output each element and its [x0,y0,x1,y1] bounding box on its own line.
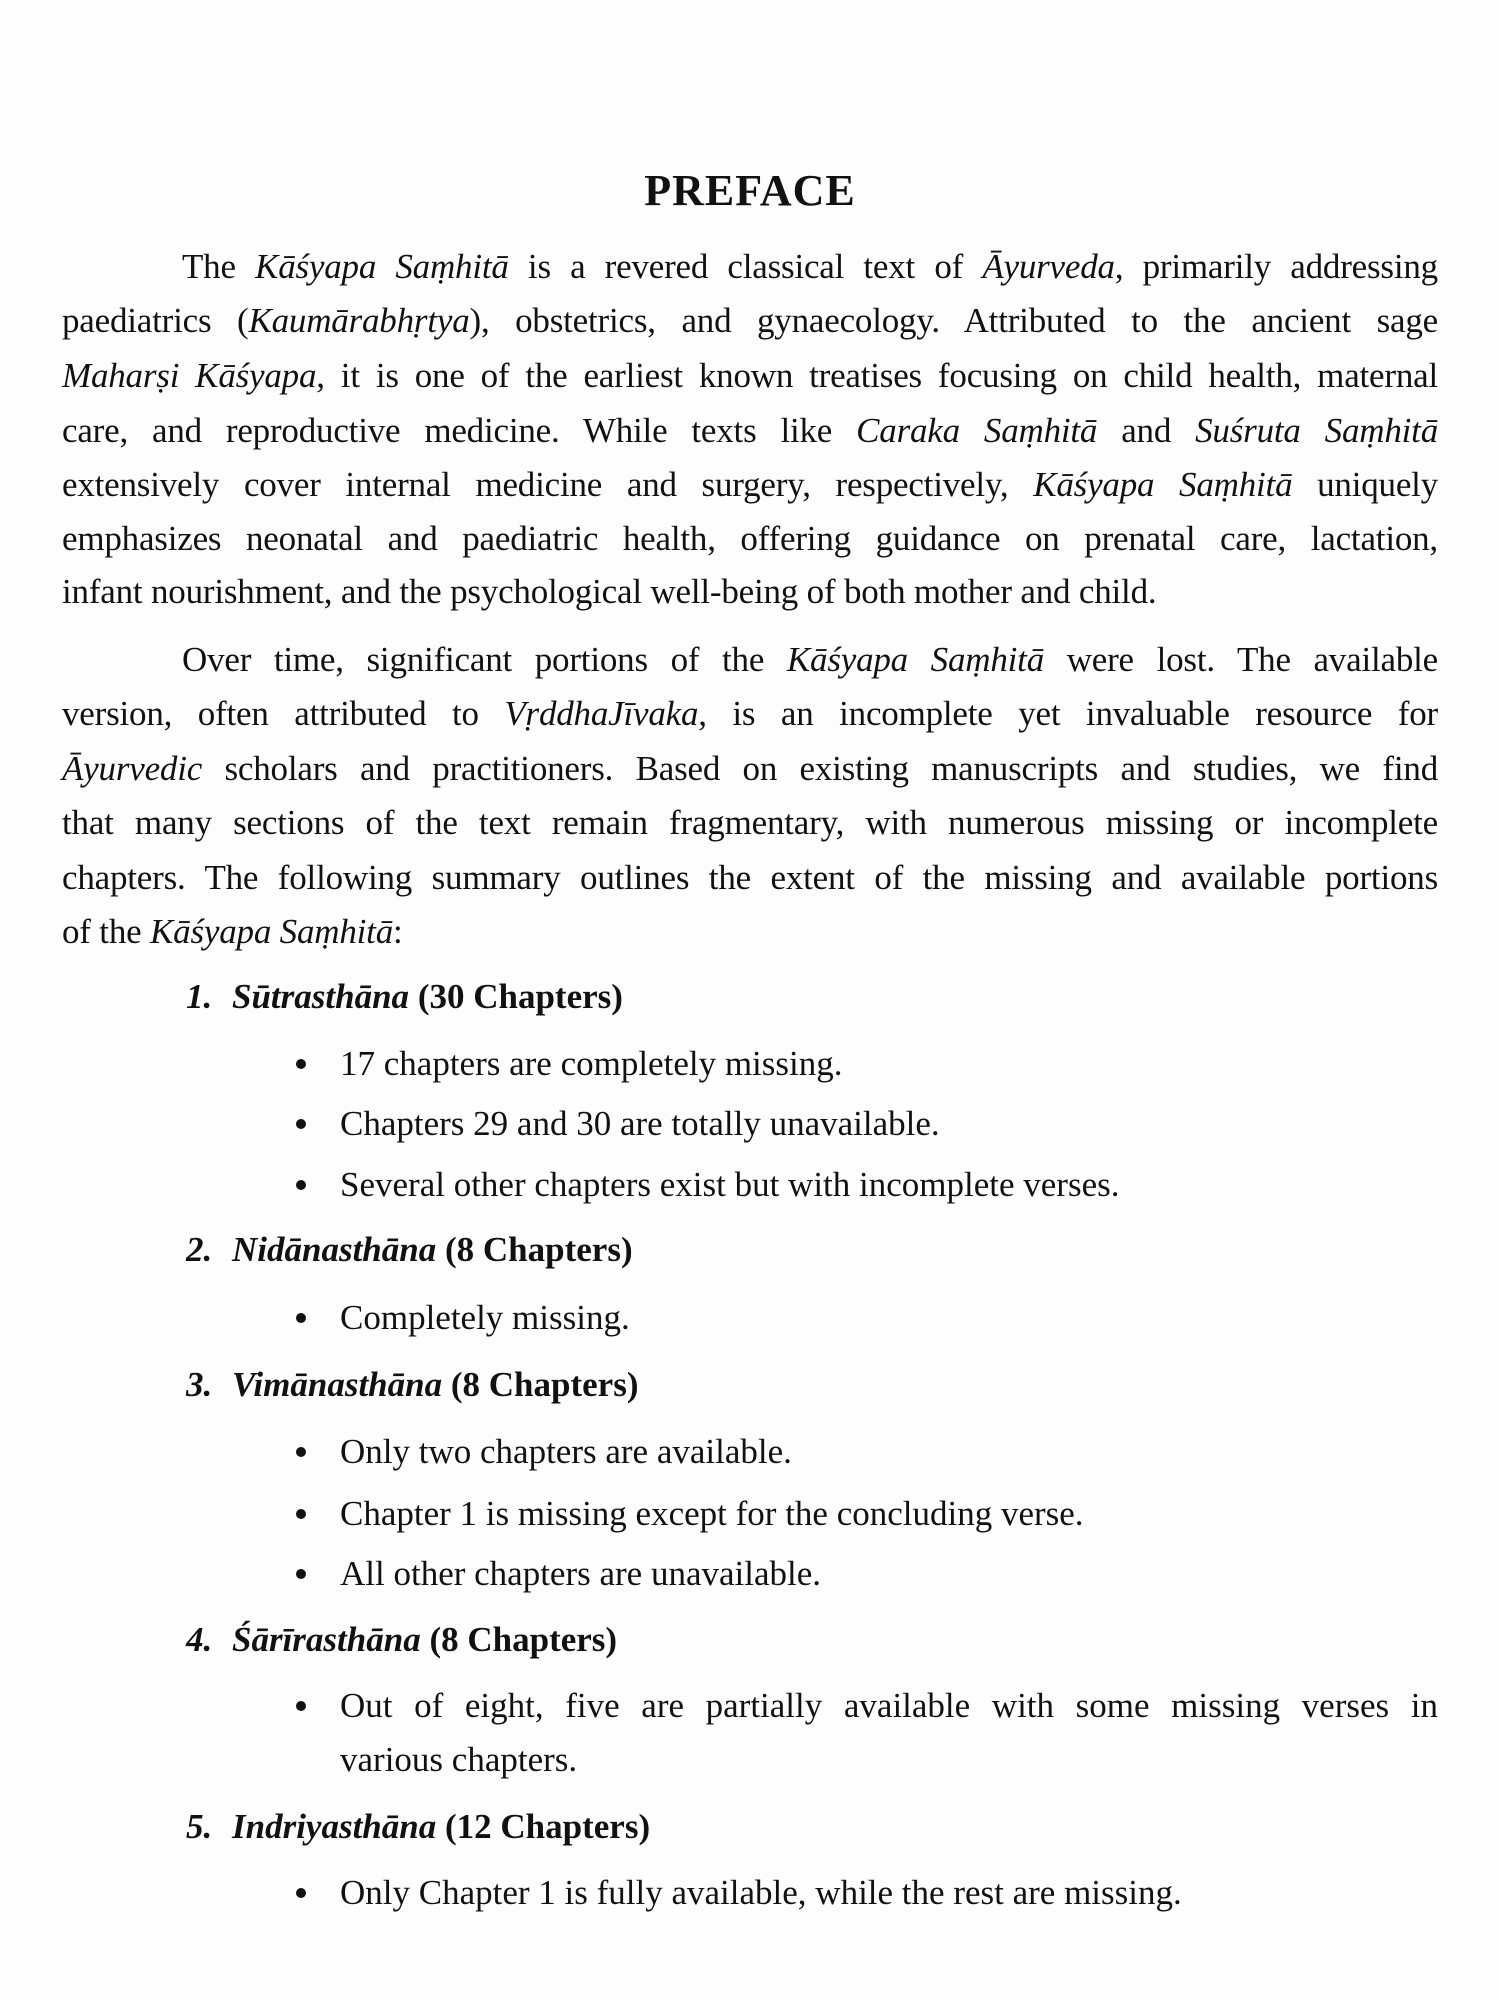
bullet-icon [296,1509,306,1519]
italic-term: Caraka Saṃhitā [856,411,1098,450]
text-run: chapters. The following summary outlines the extent of the missing and available portions [62,858,1438,897]
section-name: Nidānasthāna [232,1230,437,1269]
section-chapter-count: (8 Chapters) [442,1365,639,1404]
text-run: , it is one of the earliest known treatises focusing on child health, maternal [316,356,1438,395]
section-number: 1. [186,977,213,1016]
italic-term: VṛddhaJīvaka [504,694,699,733]
text-run: The [182,247,256,286]
bullet-icon [296,1119,306,1129]
section-chapter-count: (8 Chapters) [436,1230,633,1269]
italic-term: Kāśyapa Saṃhitā [1033,465,1293,504]
text-run: were lost. The available [1044,640,1438,679]
text-run: extensively cover internal medicine and surgery, respectively, [62,465,1034,504]
paragraph-line [62,796,1438,850]
text-run: is a revered classical text of [508,247,983,286]
bullet-text: Completely missing. [340,1298,630,1337]
section-chapter-count: (30 Chapters) [409,977,623,1016]
italic-term: Suśruta Saṃhitā [1195,411,1438,450]
section-chapter-count: (8 Chapters) [420,1620,618,1659]
text-run: ), obstetrics, and gynaecology. Attributed to the ancient sage [469,301,1438,340]
bullet-text: Only two chapters are available. [340,1432,792,1471]
bullet-text: Only Chapter 1 is fully available, while the rest are missing. [340,1873,1182,1912]
italic-term: Maharṣi Kāśyapa [62,356,317,395]
section-number: 4. [186,1620,213,1659]
text-run: infant nourishment, and the psychological well-being of both mother and child. [62,572,1157,611]
text-run: of the [62,912,151,951]
page-title: PREFACE [644,166,856,215]
bullet-icon [296,1569,306,1579]
bullet-icon [296,1059,306,1069]
text-run: uniquely [1292,465,1438,504]
paragraph-line [62,742,1438,796]
italic-term: Āyurveda [982,247,1115,286]
paragraph-line [62,404,1438,458]
section-heading [186,1800,650,1854]
bullet-icon [296,1313,306,1323]
paragraph-line [62,294,1438,348]
paragraph-line [62,565,1438,619]
bullet-text: Chapters 29 and 30 are totally unavailable. [340,1104,940,1143]
paragraph-line [62,349,1438,403]
italic-term: Kāśyapa Saṃhitā [255,247,509,286]
text-run: scholars and practitioners. Based on existing manuscripts and studies, we find [202,749,1438,788]
section-number: 3. [186,1365,213,1404]
paragraph-line [62,851,1438,905]
text-run: and [1097,411,1196,450]
paragraph-line [182,240,1438,294]
paragraph-line [62,512,1438,566]
bullet-icon [296,1447,306,1457]
section-number: 2. [186,1230,213,1269]
section-heading [186,1223,633,1277]
italic-term: Kaumārabhṛtya [248,301,470,340]
italic-term: Kāśyapa Saṃhitā [150,912,393,951]
section-number: 5. [186,1807,213,1846]
bullet-text: 17 chapters are completely missing. [340,1044,843,1083]
text-run: care, and reproductive medicine. While texts like [62,411,857,450]
text-run: : [393,912,403,951]
text-run: emphasizes neonatal and paediatric health, offering guidance on prenatal care, lactation, [62,519,1438,558]
text-run: that many sections of the text remain fragmentary, with numerous missing or incomplete [62,803,1438,842]
paragraph-line [62,687,1438,741]
bullet-text: various chapters. [340,1740,578,1779]
bullet-text: Several other chapters exist but with incomplete verses. [340,1165,1120,1204]
paragraph-line [62,905,1438,959]
paragraph-line [182,633,1438,687]
section-name: Śārīrasthāna [232,1620,421,1659]
bullet-text: Chapter 1 is missing except for the concluding verse. [340,1494,1084,1533]
section-heading [186,1358,638,1412]
section-name: Sūtrasthāna [232,977,410,1016]
section-name: Indriyasthāna [232,1807,437,1846]
bullet-icon [296,1701,306,1711]
bullet-icon [296,1888,306,1898]
section-name: Vimānasthāna [232,1365,443,1404]
section-heading [186,1613,617,1667]
paragraph-line [62,458,1438,512]
bullet-text: Out of eight, five are partially available with some missing verses in [340,1686,1438,1725]
text-run: , is an incomplete yet invaluable resource for [698,694,1439,733]
section-chapter-count: (12 Chapters) [436,1807,651,1846]
bullet-text: All other chapters are unavailable. [340,1554,822,1593]
italic-term: Kāśyapa Saṃhitā [786,640,1044,679]
text-run: paediatrics ( [62,301,249,340]
text-run: , primarily addressing [1114,247,1438,286]
text-run: version, often attributed to [62,694,505,733]
italic-term: Āyurvedic [62,749,203,788]
bullet-icon [296,1180,306,1190]
section-heading [186,970,623,1024]
text-run: Over time, significant portions of the [182,640,787,679]
